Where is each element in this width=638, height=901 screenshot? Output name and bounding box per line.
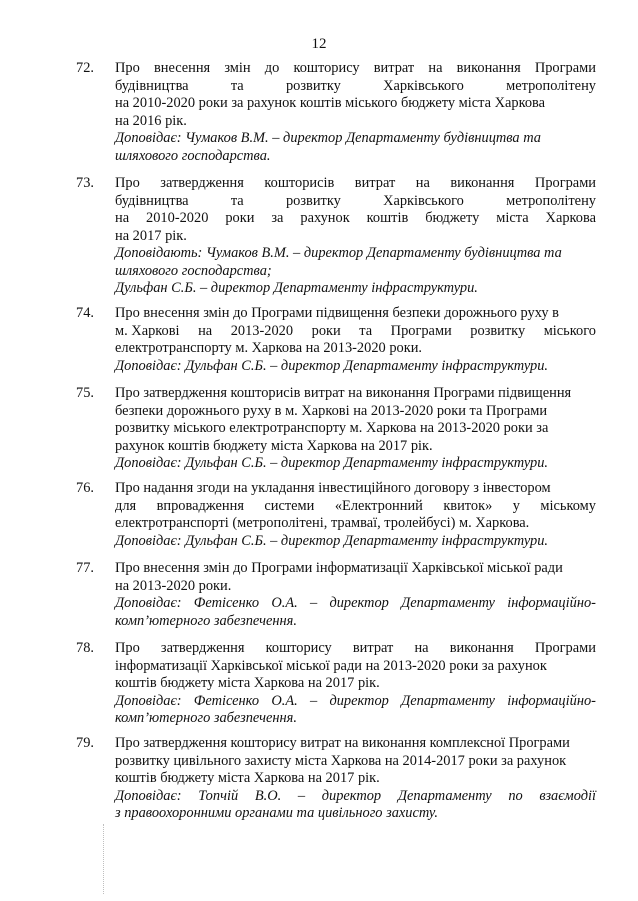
word: «Електронний bbox=[334, 497, 423, 514]
speaker-line: Доповідають: Чумаков В.М. – директор Департаменту будівництва та bbox=[115, 245, 562, 261]
word: міському bbox=[540, 497, 596, 514]
item-text-line bbox=[115, 175, 596, 193]
agenda-item bbox=[76, 640, 596, 728]
item-body bbox=[115, 560, 596, 630]
word: О.А. bbox=[271, 692, 298, 709]
speaker-line: комп’ютерного забезпечення. bbox=[115, 710, 297, 726]
word: Програми bbox=[534, 60, 596, 76]
word: Про bbox=[115, 640, 140, 656]
speaker-line bbox=[115, 693, 596, 711]
word: – bbox=[297, 787, 306, 804]
word: Топчій bbox=[198, 787, 239, 804]
word: виконання bbox=[450, 175, 515, 191]
word: Про bbox=[115, 60, 140, 76]
word: на bbox=[428, 60, 443, 76]
item-body bbox=[115, 735, 596, 823]
speaker-line: шляхового господарства. bbox=[115, 147, 271, 164]
word: – bbox=[309, 595, 318, 611]
word: змін bbox=[224, 60, 251, 76]
item-body bbox=[115, 480, 596, 550]
item-text-line: на 2010-2020 роки за рахунок коштів міського бюджету міста Харкова bbox=[115, 95, 546, 111]
item-text-line bbox=[115, 60, 596, 78]
agenda-item bbox=[76, 480, 596, 550]
item-text-line bbox=[115, 323, 596, 341]
word: у bbox=[512, 497, 520, 514]
word: затвердження bbox=[160, 175, 244, 191]
item-text-line: на 2016 рік. bbox=[115, 112, 187, 129]
word: Про bbox=[115, 175, 140, 191]
item-body bbox=[115, 60, 596, 165]
speaker-line: Доповідає: Чумаков В.М. – директор Департаменту будівництва та bbox=[115, 130, 541, 146]
item-text-line: рахунок коштів бюджету міста Харкова на 2017 рік. bbox=[115, 437, 433, 454]
agenda-item bbox=[76, 385, 596, 473]
word: будівництва bbox=[115, 192, 189, 209]
word: розвитку bbox=[470, 322, 526, 339]
word: Харківського bbox=[383, 77, 464, 94]
item-body bbox=[115, 305, 596, 375]
word: квиток» bbox=[443, 497, 493, 514]
item-number: 78. bbox=[76, 640, 94, 656]
speaker-line: Доповідає: Дульфан С.Б. – директор Департаменту інфраструктури. bbox=[115, 455, 549, 471]
word: Харківського bbox=[383, 192, 464, 209]
word: Харкова bbox=[545, 210, 596, 226]
word: Програми bbox=[534, 640, 596, 656]
word: кошторису bbox=[293, 60, 360, 76]
word: Департаменту bbox=[401, 692, 495, 709]
word: витрат bbox=[373, 60, 415, 76]
agenda-item bbox=[76, 735, 596, 823]
page-number: 12 bbox=[311, 36, 327, 52]
word: Доповідає: bbox=[115, 692, 182, 709]
word: Департаменту bbox=[397, 787, 492, 804]
word: міського bbox=[543, 322, 596, 339]
word: Програми bbox=[534, 175, 596, 191]
margin-mark bbox=[103, 824, 105, 894]
word: інформаційно- bbox=[507, 692, 596, 709]
agenda-item bbox=[76, 560, 596, 630]
word: директор bbox=[329, 692, 389, 709]
word: В.О. bbox=[254, 787, 282, 804]
item-text-line: Про надання згоди на укладання інвестиційного договору з інвестором bbox=[115, 480, 551, 496]
word: впровадження bbox=[156, 497, 244, 514]
word: системи bbox=[264, 497, 315, 514]
item-text-line bbox=[115, 193, 596, 211]
word: витрат bbox=[354, 175, 396, 191]
item-text-line: Про внесення змін до Програми інформатизації Харківської міської ради bbox=[115, 560, 563, 576]
item-text-line: Про затвердження кошторисів витрат на виконання Програми підвищення bbox=[115, 385, 572, 401]
word: для bbox=[115, 497, 137, 514]
item-text-line: інформатизації Харківської міської ради на 2013-2020 роки за рахунок bbox=[115, 657, 547, 674]
item-text-line bbox=[115, 498, 596, 516]
word: затвердження bbox=[160, 640, 245, 656]
word: інформаційно- bbox=[507, 595, 596, 611]
word: директор bbox=[321, 787, 382, 804]
speaker-line: Дульфан С.Б. – директор Департаменту інфраструктури. bbox=[115, 280, 478, 296]
word: на bbox=[415, 175, 430, 191]
speaker-line bbox=[115, 595, 596, 613]
speaker-line: шляхового господарства; bbox=[115, 262, 272, 279]
item-text-line: на 2013-2020 роки. bbox=[115, 577, 232, 594]
word: бюджету bbox=[425, 210, 480, 226]
item-text-line bbox=[115, 78, 596, 96]
speaker-line bbox=[115, 788, 596, 806]
word: виконання bbox=[449, 640, 514, 656]
word: міста bbox=[496, 210, 529, 226]
word: розвитку bbox=[285, 77, 341, 94]
word: Фетісенко bbox=[193, 595, 260, 611]
item-text-line: електротранспорту м. Харкова на 2013-2020 роки. bbox=[115, 340, 422, 356]
agenda-item bbox=[76, 305, 596, 375]
speaker-line: з правоохоронними органами та цивільного захисту. bbox=[115, 805, 438, 821]
item-text-line bbox=[115, 640, 596, 658]
item-text-line: безпеки дорожнього руху в м. Харкові на 2013-2020 роки та Програми bbox=[115, 402, 548, 419]
item-text-line: розвитку міського електротранспорту м. Харкова на 2013-2020 роки за bbox=[115, 420, 549, 436]
item-body bbox=[115, 640, 596, 728]
word: метрополітену bbox=[506, 77, 596, 94]
item-text-line bbox=[115, 210, 596, 228]
word: на bbox=[115, 210, 130, 226]
word: та bbox=[359, 322, 373, 339]
speaker-line: Доповідає: Дульфан С.Б. – директор Департаменту інфраструктури. bbox=[115, 532, 549, 549]
word: директор bbox=[329, 595, 389, 611]
word: метрополітену bbox=[506, 192, 596, 209]
word: та bbox=[230, 77, 244, 94]
item-body bbox=[115, 385, 596, 473]
word: Програми bbox=[390, 322, 452, 339]
word: Фетісенко bbox=[193, 692, 260, 709]
word: виконання bbox=[456, 60, 521, 76]
word: О.А. bbox=[271, 595, 298, 611]
word: до bbox=[264, 60, 280, 76]
word: за bbox=[271, 210, 284, 226]
word: Департаменту bbox=[401, 595, 495, 611]
item-number: 74. bbox=[76, 305, 94, 321]
word: витрат bbox=[352, 640, 394, 656]
item-text-line: розвитку цивільного захисту міста Харкова на 2014-2017 роки за рахунок bbox=[115, 752, 567, 769]
word: м. Харкові bbox=[115, 322, 180, 339]
item-text-line: на 2017 рік. bbox=[115, 227, 187, 244]
item-number: 75. bbox=[76, 385, 94, 401]
word: взаємодії bbox=[539, 787, 596, 804]
word: розвитку bbox=[285, 192, 341, 209]
item-number: 73. bbox=[76, 175, 94, 191]
item-text-line: коштів бюджету міста Харкова на 2017 рік. bbox=[115, 770, 380, 786]
word: кошторисів bbox=[264, 175, 335, 191]
item-number: 77. bbox=[76, 560, 94, 576]
word: на bbox=[198, 322, 213, 339]
word: коштів bbox=[366, 210, 409, 226]
item-number: 76. bbox=[76, 480, 94, 496]
word: будівництва bbox=[115, 77, 189, 94]
word: роки bbox=[311, 322, 341, 339]
item-number: 79. bbox=[76, 735, 94, 751]
word: та bbox=[230, 192, 244, 209]
word: на bbox=[414, 640, 429, 656]
word: по bbox=[508, 787, 523, 804]
word: рахунок bbox=[300, 210, 350, 226]
word: – bbox=[309, 692, 318, 709]
word: внесення bbox=[153, 60, 211, 76]
agenda-item bbox=[76, 60, 596, 165]
word: кошторису bbox=[265, 640, 332, 656]
word: Доповідає: bbox=[115, 787, 182, 804]
word: 2010-2020 bbox=[146, 210, 209, 226]
item-text-line: Про затвердження кошторису витрат на виконання комплексної Програми bbox=[115, 735, 570, 751]
agenda-item bbox=[76, 175, 596, 298]
item-text-line: коштів бюджету міста Харкова на 2017 рік. bbox=[115, 675, 380, 691]
item-text-line: електротранспорті (метрополітені, трамваї, тролейбусі) м. Харкова. bbox=[115, 515, 530, 531]
speaker-line: комп’ютерного забезпечення. bbox=[115, 612, 297, 629]
word: роки bbox=[225, 210, 255, 226]
speaker-line: Доповідає: Дульфан С.Б. – директор Департаменту інфраструктури. bbox=[115, 357, 549, 374]
item-body bbox=[115, 175, 596, 298]
item-number: 72. bbox=[76, 60, 94, 76]
word: Доповідає: bbox=[115, 595, 182, 611]
word: 2013-2020 bbox=[230, 322, 294, 339]
item-text-line: Про внесення змін до Програми підвищення безпеки дорожнього руху в bbox=[115, 305, 559, 321]
